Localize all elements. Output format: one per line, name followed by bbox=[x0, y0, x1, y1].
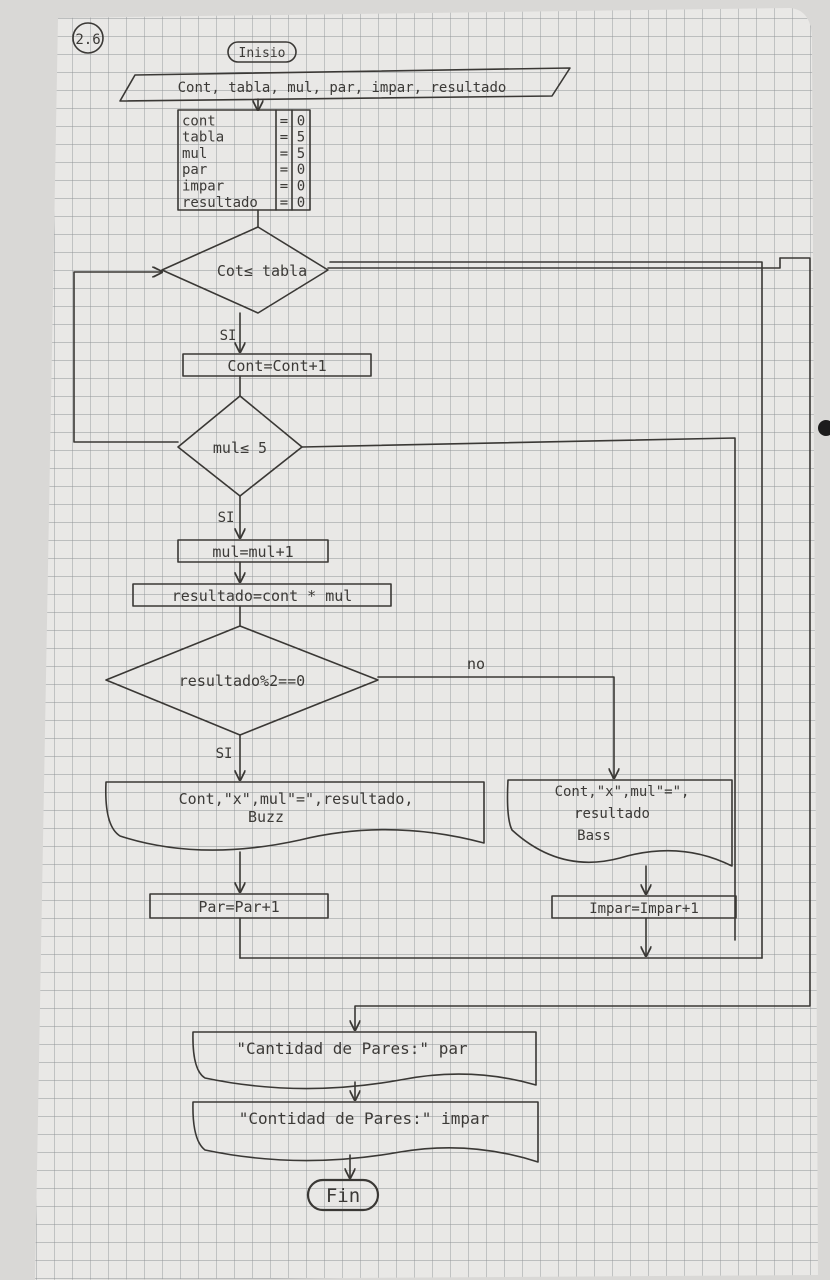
init-equals: = bbox=[279, 178, 289, 195]
bass-line2: resultado bbox=[574, 806, 650, 822]
init-var-name: impar bbox=[182, 178, 225, 195]
init-value: 0 bbox=[296, 113, 306, 130]
cond2-label: mul≤ 5 bbox=[212, 439, 268, 457]
proc-mul-label: mul=mul+1 bbox=[212, 543, 294, 561]
init-value: 5 bbox=[296, 145, 306, 162]
init-var-name: mul bbox=[182, 145, 208, 162]
yes2-label: SI bbox=[217, 510, 235, 526]
proc-par-label: Par=Par+1 bbox=[198, 898, 280, 916]
yes1-label: SI bbox=[219, 328, 237, 344]
yes3-label: SI bbox=[215, 746, 233, 762]
proc-cont-label: Cont=Cont+1 bbox=[227, 357, 327, 375]
init-equals: = bbox=[279, 129, 289, 146]
init-var-name: cont bbox=[182, 113, 216, 130]
binder-hole bbox=[818, 420, 830, 436]
init-value: 0 bbox=[296, 194, 306, 211]
pares-label: "Cantidad de Pares:" par bbox=[236, 1039, 468, 1058]
buzz-line2: Buzz bbox=[247, 808, 285, 826]
page-number: 2.6 bbox=[75, 32, 101, 48]
proc-impar-label: Impar=Impar+1 bbox=[589, 901, 699, 917]
impares-label: "Contidad de Pares:" impar bbox=[238, 1109, 490, 1128]
init-value: 5 bbox=[296, 129, 306, 146]
init-var-name: tabla bbox=[182, 129, 225, 146]
grid-lines bbox=[35, 8, 818, 1280]
process-resultado bbox=[133, 584, 391, 606]
init-equals: = bbox=[279, 145, 289, 162]
init-value: 0 bbox=[296, 162, 306, 179]
init-equals: = bbox=[279, 162, 289, 179]
init-equals: = bbox=[279, 113, 289, 130]
no3-label: no bbox=[466, 655, 486, 673]
init-var-name: resultado bbox=[182, 194, 258, 211]
proc-result-label: resultado=cont * mul bbox=[171, 587, 353, 605]
bass-line3: Bass bbox=[577, 828, 611, 844]
init-equals: = bbox=[279, 194, 289, 211]
init-var-name: par bbox=[182, 162, 208, 179]
cond1-label: Cot≤ tabla bbox=[216, 262, 308, 280]
cond3-label: resultado%2==0 bbox=[178, 672, 306, 690]
declare-label: Cont, tabla, mul, par, impar, resultado bbox=[177, 80, 507, 96]
start-label: Inisio bbox=[238, 46, 286, 61]
buzz-line1: Cont,"x",mul"=",resultado, bbox=[178, 790, 414, 808]
bass-line1: Cont,"x",mul"=", bbox=[554, 784, 690, 800]
end-label: Fin bbox=[325, 1185, 361, 1207]
init-value: 0 bbox=[296, 178, 306, 195]
